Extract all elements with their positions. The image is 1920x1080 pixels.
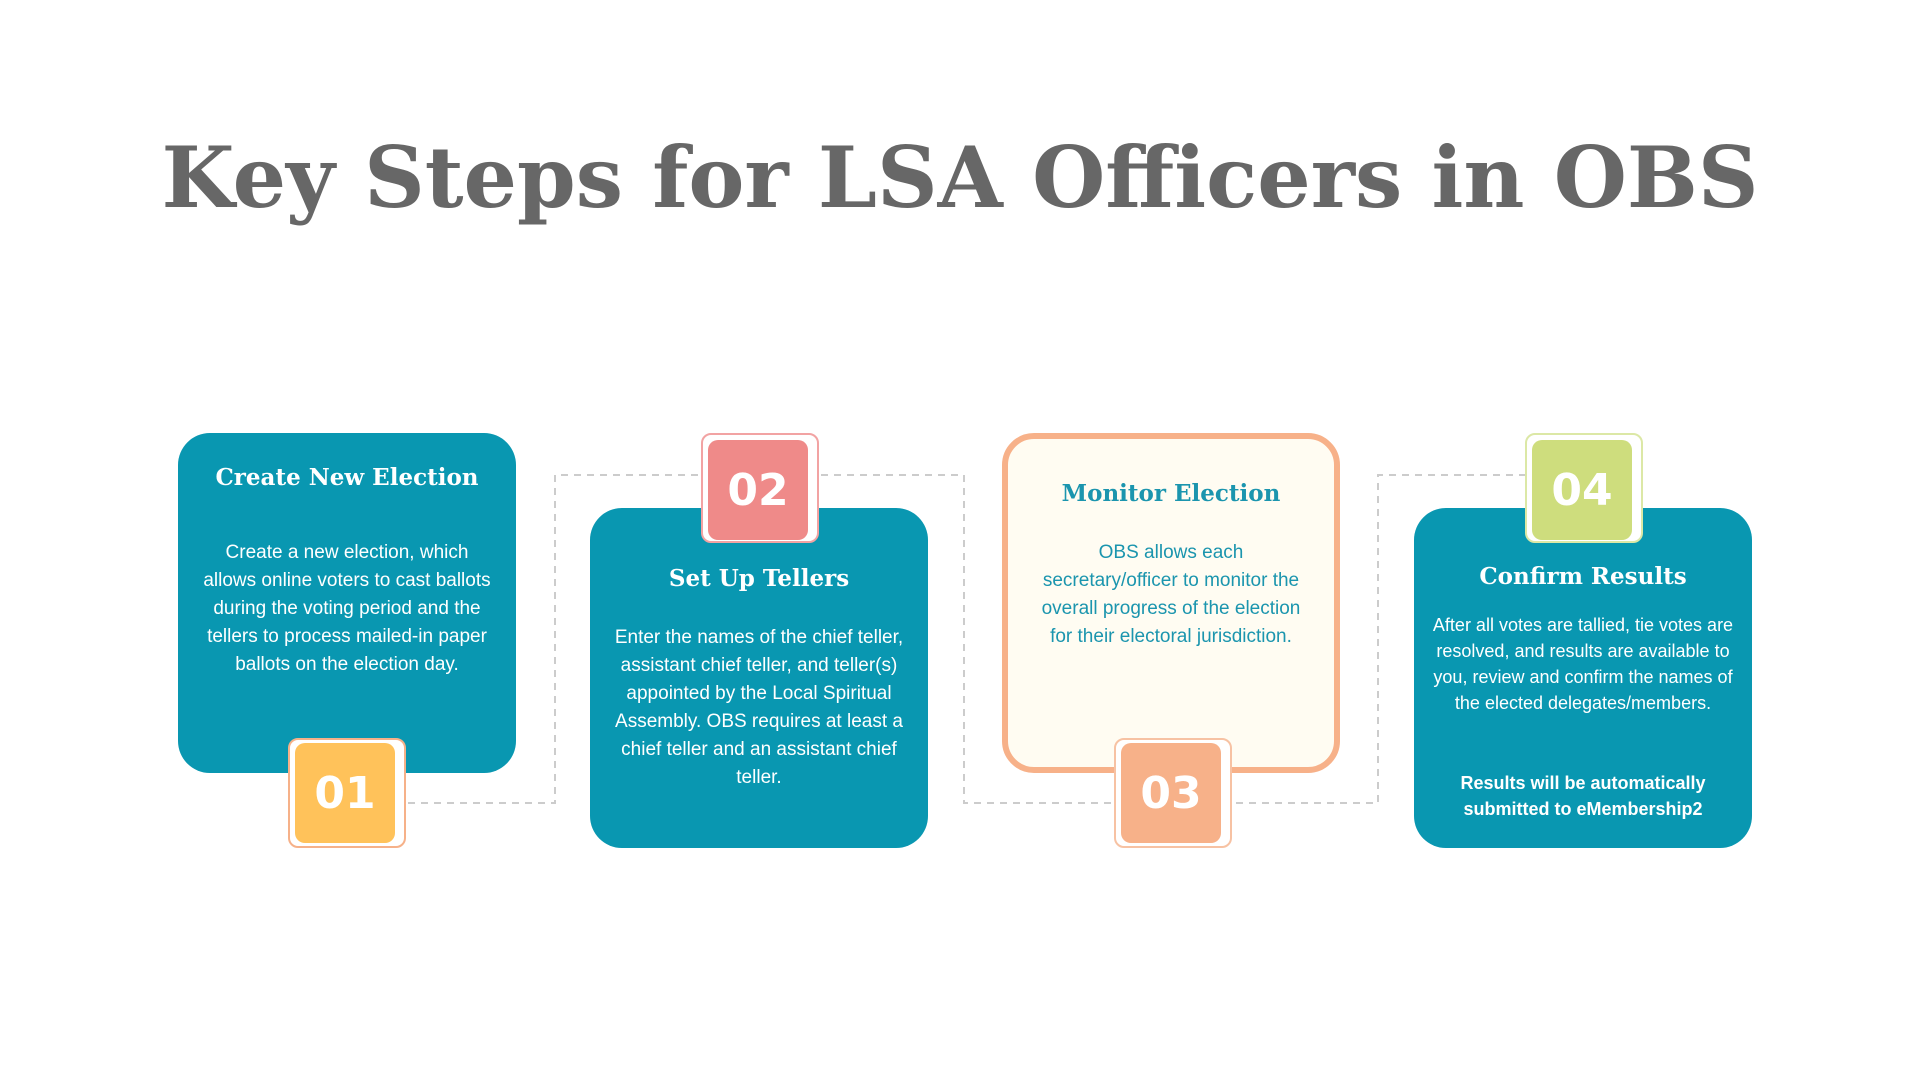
step-badge-frame-04 xyxy=(1525,433,1643,543)
step-title-04: Confirm Results xyxy=(1479,563,1687,590)
step-number-02: 02 xyxy=(708,440,808,540)
step-card-03 xyxy=(1002,433,1340,773)
step-number-03: 03 xyxy=(1121,743,1221,843)
step-body-02: Enter the names of the chief teller, assistant chief teller, and teller(s) appointed by the Local Spiritual Assembly. OBS requires at least a chief teller and an assistant chief teller. xyxy=(614,627,904,788)
step-body-04: After all votes are tallied, tie votes are resolved, and results are available to you, review and confirm the names of the elected delegates/members. xyxy=(1432,615,1734,713)
step-body-03: OBS allows each secretary/officer to monitor the overall progress of the election for their electoral jurisdiction. xyxy=(1041,542,1301,647)
step-number-04: 04 xyxy=(1532,440,1632,540)
step-body-01: Create a new election, which allows online voters to cast ballots during the voting period and the tellers to process mailed-in paper ballots on the election day. xyxy=(203,542,491,675)
step-note-04: Results will be automatically submitted to eMembership2 xyxy=(1460,773,1706,819)
step-number-01: 01 xyxy=(295,743,395,843)
step-badge-frame-02 xyxy=(701,433,819,543)
step-title-03: Monitor Election xyxy=(1061,480,1281,507)
step-badge-frame-01 xyxy=(288,738,406,848)
step-title-02: Set Up Tellers xyxy=(668,565,850,592)
step-title-01: Create New Election xyxy=(215,464,479,491)
step-badge-frame-03 xyxy=(1114,738,1232,848)
page-title: Key Steps for LSA Officers in OBS xyxy=(161,128,1759,227)
step-card-01 xyxy=(178,433,516,773)
step-card-04 xyxy=(1414,508,1752,848)
step-card-02 xyxy=(590,508,928,848)
